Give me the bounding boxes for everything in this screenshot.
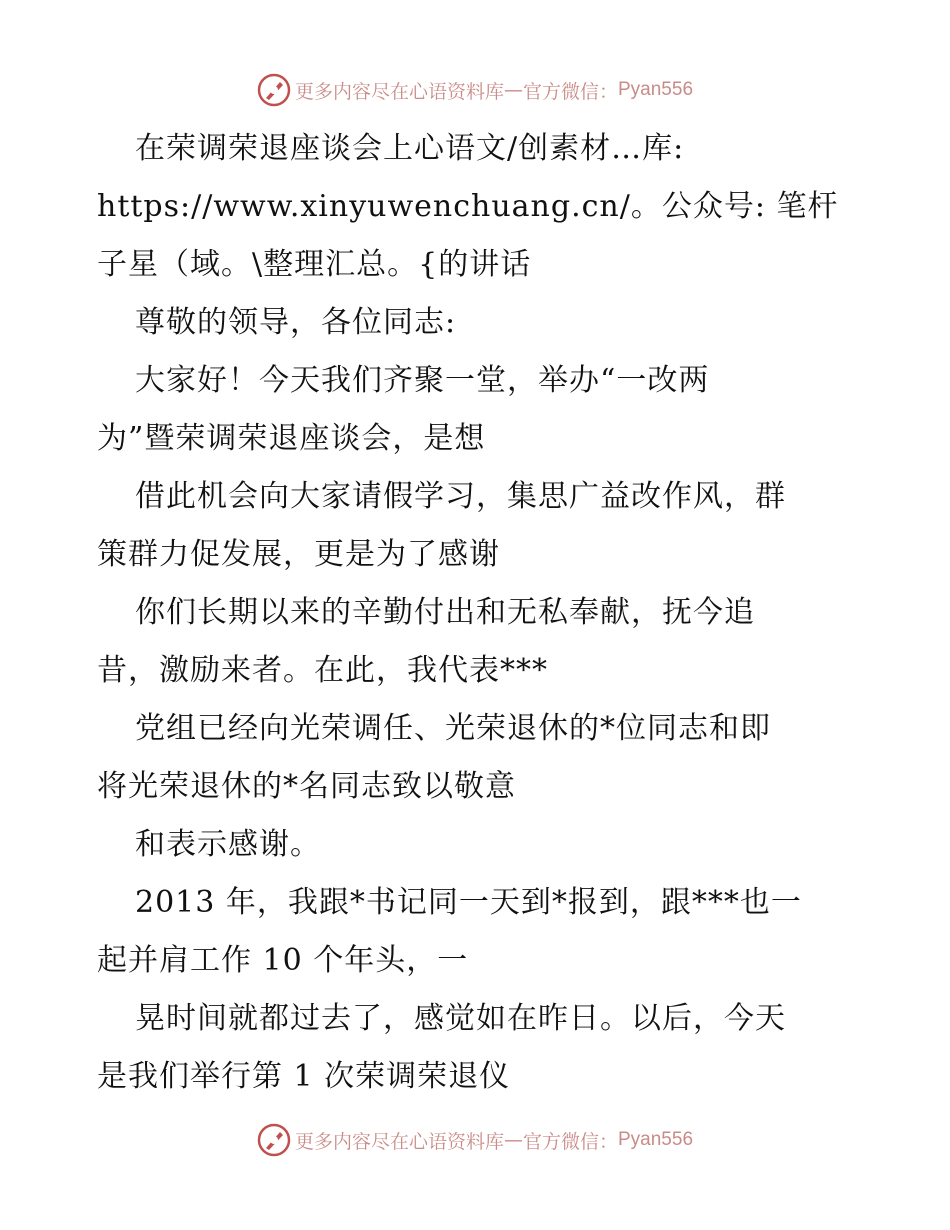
footer-watermark (0, 1120, 950, 1160)
paragraph (97, 874, 857, 990)
quill-logo-icon (257, 1123, 291, 1157)
watermark-wechat-id: Pyan556 (618, 79, 694, 100)
paragraph (97, 352, 857, 468)
text-line: 借此机会向大家请假学习，集思广益改作风，群 (135, 479, 786, 514)
text-line: 尊敬的领导，各位同志: (135, 305, 457, 340)
text-line: 在荣调荣退座谈会上心语文/创素材…库: (135, 131, 685, 166)
text-line: 为”暨荣调荣退座谈会，是想 (97, 421, 486, 456)
text-line: 2013 年，我跟*书记同一天到*报到，跟***也一 (135, 885, 802, 920)
paragraph (97, 990, 857, 1106)
document-body (97, 120, 857, 1106)
watermark-wechat-id: Pyan556 (618, 1129, 694, 1150)
paragraph (97, 816, 857, 874)
text-line: 起并肩工作 10 个年头，一 (97, 943, 469, 978)
text-line: 子星（域。\整理汇总。{的讲话 (97, 247, 532, 282)
header-watermark (0, 70, 950, 110)
text-line: 党组已经向光荣调任、光荣退休的*位同志和即 (135, 711, 771, 746)
watermark-dash: — (503, 79, 523, 101)
text-line: 昔，激励来者。在此，我代表*** (97, 653, 548, 688)
watermark-wechat-label: 官方微信： (522, 80, 618, 103)
text-line: 策群力促发展，更是为了感谢 (97, 537, 500, 572)
paragraph-salutation (97, 294, 857, 352)
text-line: 你们长期以来的辛勤付出和无私奉献，抚今追 (135, 595, 755, 630)
paragraph-title (97, 120, 857, 294)
text-line: 大家好！今天我们齐聚一堂，举办“一改两 (135, 363, 710, 398)
watermark-site-text: 更多内容尽在心语资料库 (294, 1130, 504, 1153)
text-line: 将光荣退休的*名同志致以敬意 (97, 769, 516, 804)
text-line: 和表示感谢。 (135, 827, 321, 862)
paragraph (97, 468, 857, 584)
watermark-dash: — (503, 1129, 523, 1151)
text-line: 是我们举行第 1 次荣调荣退仪 (97, 1059, 511, 1094)
text-line: 晃时间就都过去了，感觉如在昨日。以后，今天 (135, 1001, 786, 1036)
text-line: https://www.xinyuwenchuang.cn/。公众号: 笔杆 (97, 189, 839, 224)
watermark-site-text: 更多内容尽在心语资料库 (294, 80, 504, 103)
quill-logo-icon (257, 73, 291, 107)
paragraph (97, 700, 857, 816)
watermark-wechat-label: 官方微信： (522, 1130, 618, 1153)
paragraph (97, 584, 857, 700)
